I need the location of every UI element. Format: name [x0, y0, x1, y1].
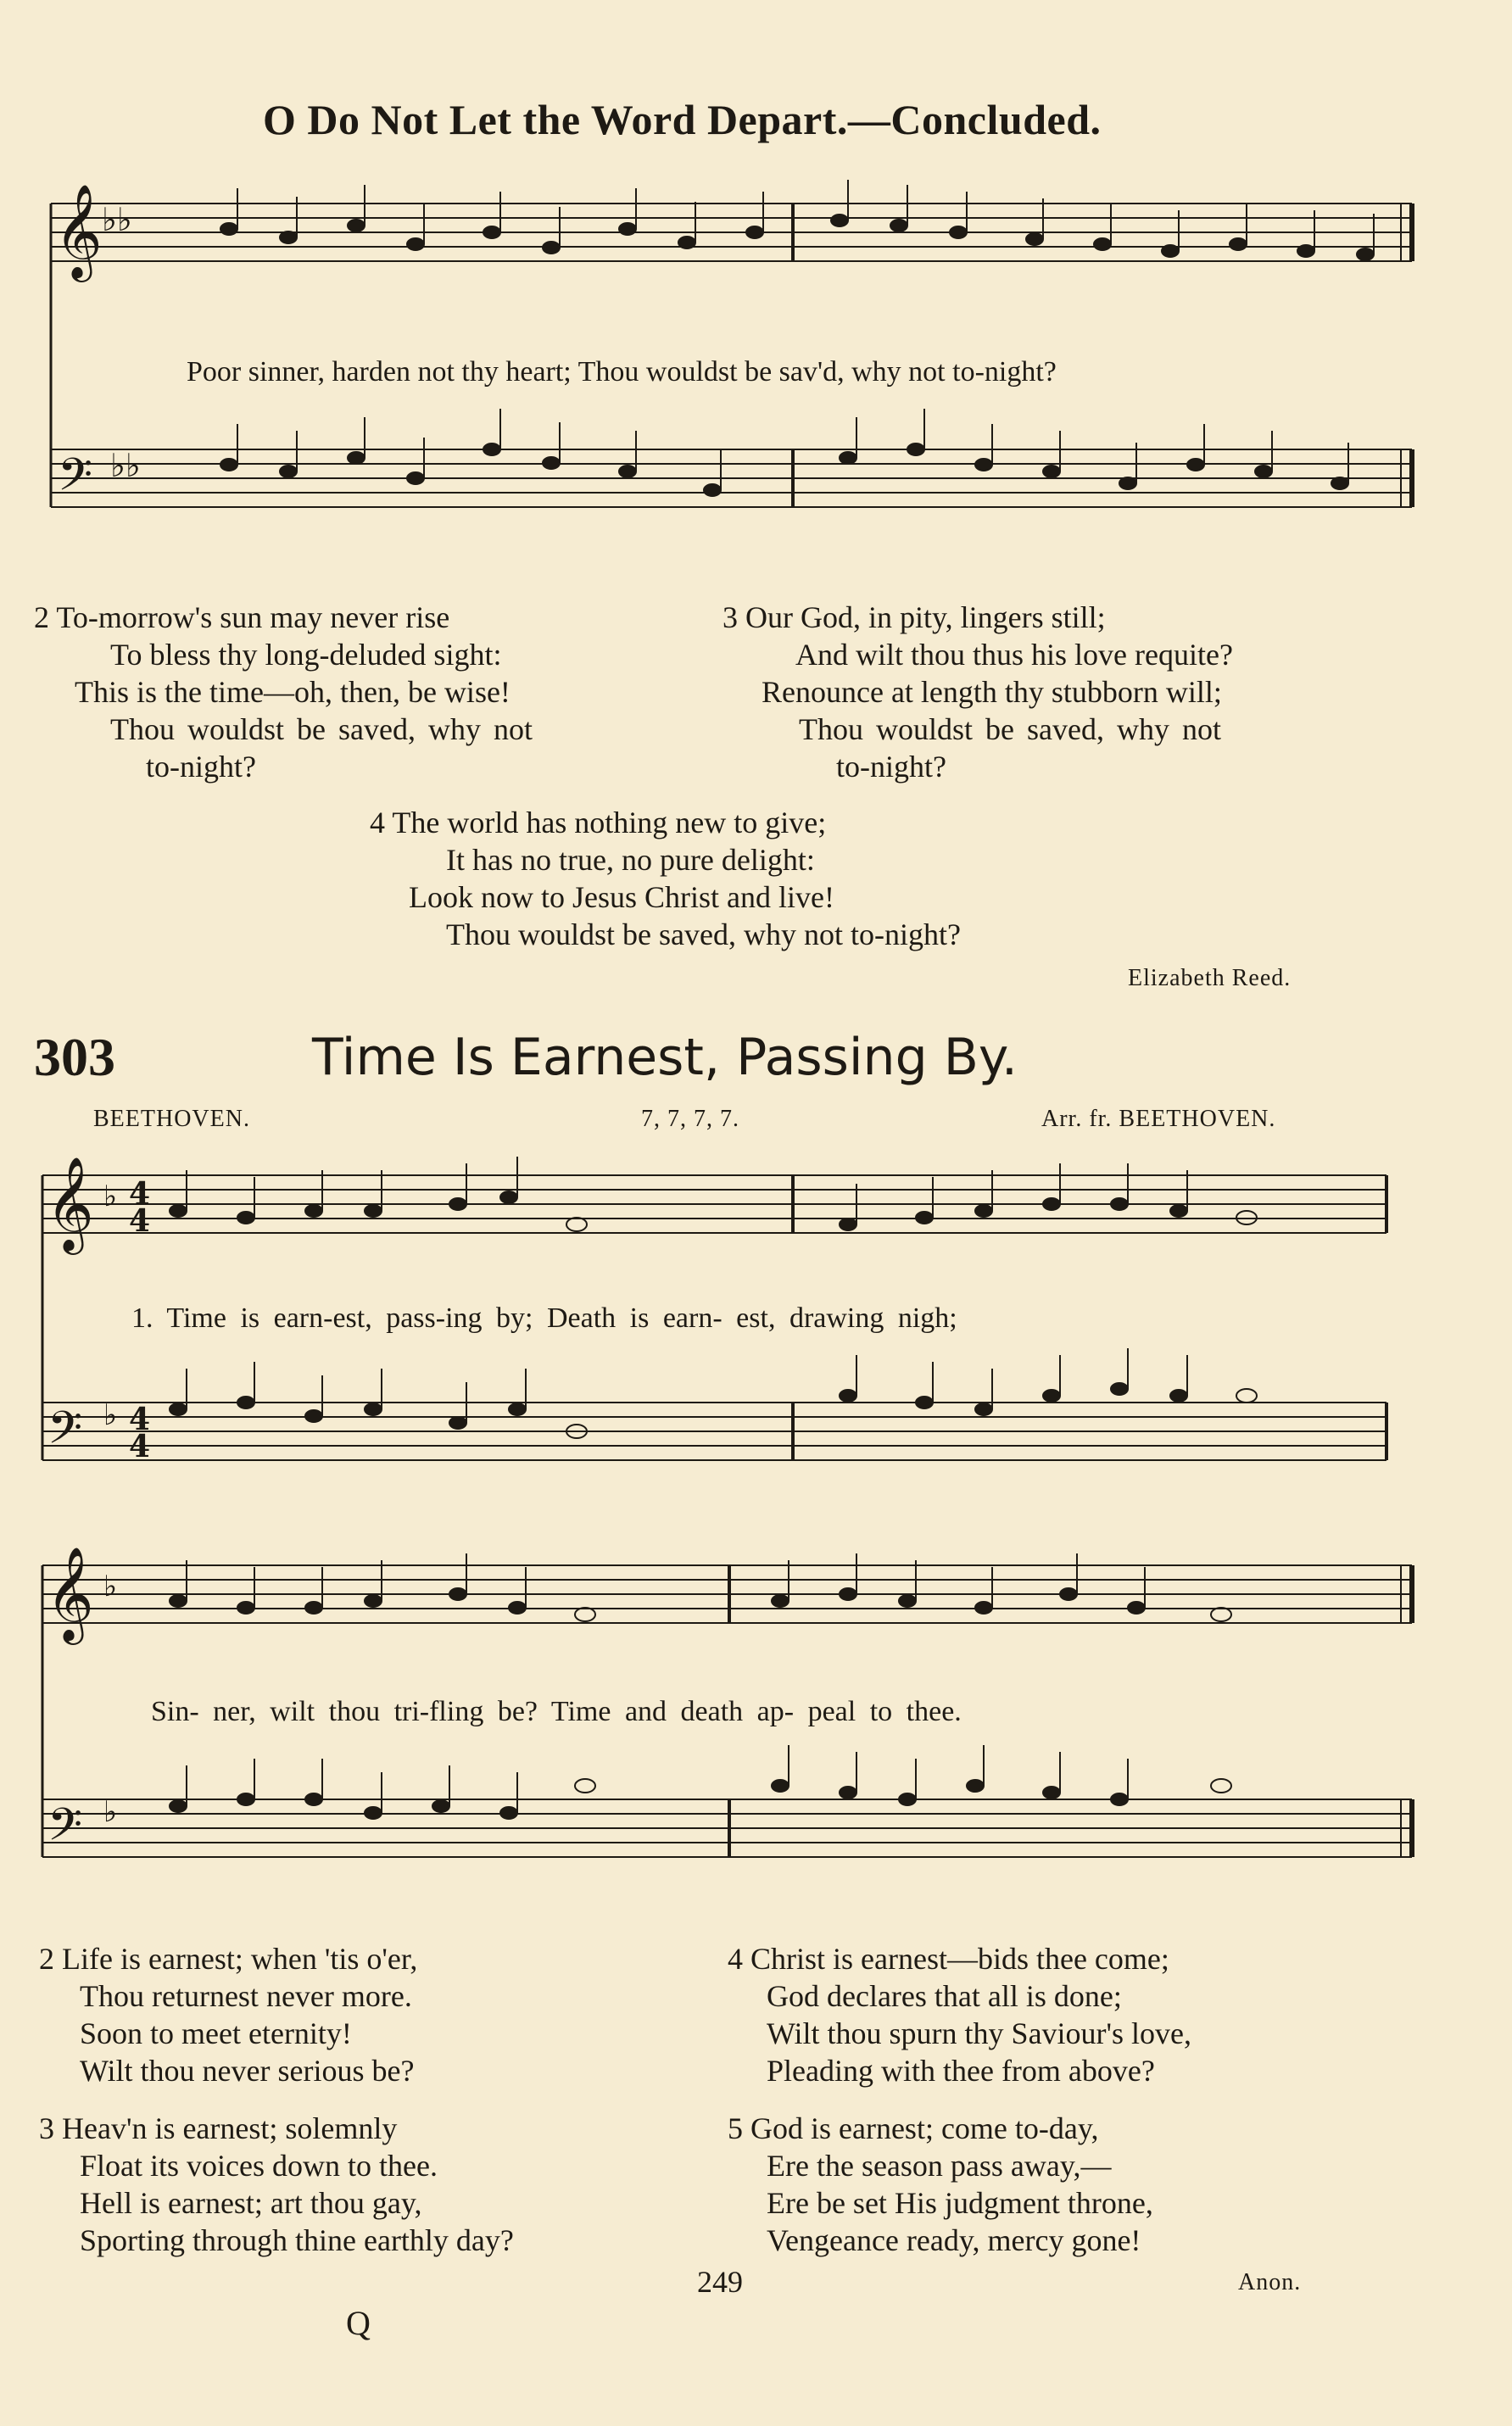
hymn-verse-5	[728, 2110, 1153, 2259]
arranger: Arr. fr. BEETHOVEN.	[1041, 1106, 1276, 1132]
svg-text:♭: ♭	[103, 1570, 118, 1603]
verse-line: Soon to meet eternity!	[80, 2016, 352, 2050]
verse-line: Vengeance ready, mercy gone!	[767, 2223, 1141, 2257]
svg-text:♭: ♭	[103, 1795, 118, 1829]
tune-name: BEETHOVEN.	[93, 1106, 250, 1132]
svg-text:♭: ♭	[103, 1398, 118, 1432]
svg-text:𝄢: 𝄢	[47, 1799, 83, 1862]
svg-text:4: 4	[129, 1203, 151, 1239]
verse-line: This is the time—oh, then, be wise!	[75, 675, 511, 709]
meter: 7, 7, 7, 7.	[641, 1106, 739, 1132]
verse-number: 3	[39, 2111, 54, 2145]
verse-number: 2	[39, 1942, 54, 1976]
prev-hymn-author: Elizabeth Reed.	[1128, 965, 1292, 991]
verse-line: Wilt thou spurn thy Saviour's love,	[767, 2016, 1192, 2050]
verse-line: Heav'n is earnest; solemnly	[62, 2111, 398, 2145]
svg-text:𝄞: 𝄞	[54, 183, 103, 278]
hymn-verse-3	[39, 2110, 514, 2259]
verse-number: 4	[370, 806, 385, 839]
verse-line: It has no true, no pure delight:	[446, 843, 815, 877]
verse-line: Thou wouldst be saved, why not to-night?	[446, 917, 961, 951]
hymn-music-system-1	[34, 1136, 1476, 1543]
verse-line: Thou wouldst be saved, why not	[110, 712, 533, 746]
verse-line: Look now to Jesus Christ and live!	[409, 880, 834, 914]
page-number: 249	[697, 2265, 743, 2299]
verse-number: 5	[728, 2111, 743, 2145]
verse-line: Hell is earnest; art thou gay,	[80, 2186, 422, 2220]
svg-text:4: 4	[129, 1176, 151, 1212]
hymn-title: Time Is Earnest, Passing By.	[312, 1028, 1018, 1087]
hymn-number: 303	[34, 1027, 115, 1087]
verse-line: Thou returnest never more.	[80, 1979, 412, 2013]
hymn-lyric-line-2: Sin- ner, wilt thou tri-fling be? Time and death ap- peal to thee.	[151, 1696, 962, 1727]
verse-line: Thou wouldst be saved, why not	[799, 712, 1221, 746]
verse-line: God declares that all is done;	[767, 1979, 1122, 2013]
svg-text:𝄢: 𝄢	[47, 1403, 83, 1465]
verse-line: Sporting through thine earthly day?	[80, 2223, 514, 2257]
verse-number: 3	[723, 600, 738, 634]
verse-line: Ere the season pass away,—	[767, 2149, 1112, 2183]
prev-hymn-lyric-line: Poor sinner, harden not thy heart; Thou wouldst be sav'd, why not to-night?	[187, 356, 1057, 388]
verse-line: And wilt thou thus his love requite?	[795, 638, 1233, 672]
verse-line: to-night?	[146, 750, 256, 784]
verse-line: Renounce at length thy stubborn will;	[762, 675, 1222, 709]
prev-hymn-verse-4	[370, 804, 961, 953]
verse-line: To bless thy long-deluded sight:	[110, 638, 502, 672]
hymn-lyric-line-1: 1. Time is earn-est, pass-ing by; Death is earn- est, drawing nigh;	[131, 1302, 957, 1334]
hymn-author: Anon.	[1238, 2269, 1302, 2295]
verse-line: The world has nothing new to give;	[392, 806, 827, 839]
svg-text:𝄢: 𝄢	[58, 449, 93, 512]
prev-hymn-title: O Do Not Let the Word Depart.—Concluded.	[263, 96, 1102, 143]
svg-text:4: 4	[129, 1402, 151, 1437]
verse-number: 2	[34, 600, 49, 634]
svg-text:𝄞: 𝄞	[46, 1546, 94, 1641]
verse-line: Ere be set His judgment throne,	[767, 2186, 1153, 2220]
prev-hymn-verse-2	[34, 599, 533, 785]
verse-line: Wilt thou never serious be?	[80, 2054, 415, 2088]
verse-line: Our God, in pity, lingers still;	[745, 600, 1106, 634]
verse-line: Float its voices down to thee.	[80, 2149, 438, 2183]
verse-line: Life is earnest; when 'tis o'er,	[62, 1942, 418, 1976]
verse-line: God is earnest; come to-day,	[750, 2111, 1099, 2145]
verse-line: to-night?	[836, 750, 946, 784]
prev-hymn-verse-3	[723, 599, 1233, 785]
svg-text:♭♭: ♭♭	[110, 447, 141, 484]
svg-text:4: 4	[129, 1429, 151, 1464]
svg-text:♭♭: ♭♭	[102, 201, 132, 238]
hymn-verse-2	[39, 1940, 417, 2089]
verse-line: To-morrow's sun may never rise	[56, 600, 450, 634]
svg-text:𝄞: 𝄞	[46, 1156, 94, 1251]
svg-text:♭: ♭	[103, 1180, 118, 1213]
signature-mark: Q	[346, 2304, 371, 2342]
verse-line: Christ is earnest—bids thee come;	[750, 1942, 1169, 1976]
verse-line: Pleading with thee from above?	[767, 2054, 1155, 2088]
hymn-verse-4	[728, 1940, 1191, 2089]
verse-number: 4	[728, 1942, 743, 1976]
